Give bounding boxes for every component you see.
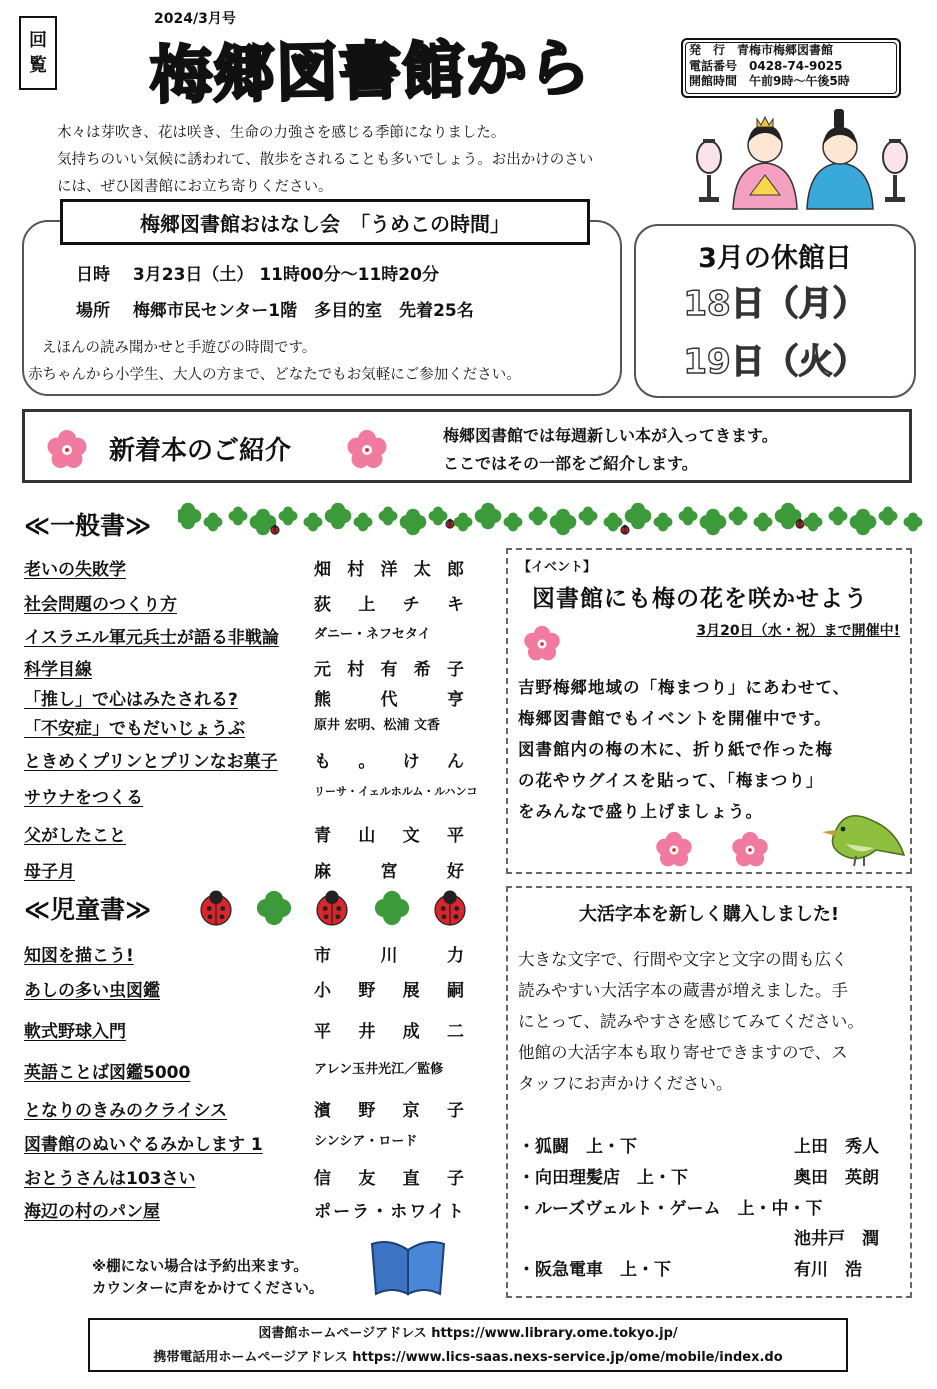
bush-warbler-bird-icon [816, 800, 906, 870]
clover-icon [625, 503, 652, 530]
clover-icon [400, 509, 427, 536]
book-author: 熊代亨 [314, 690, 464, 710]
book-title: おとうさんは103さい [24, 1169, 196, 1189]
clover-icon [429, 507, 448, 526]
kairan-char-2: 覧 [29, 55, 47, 76]
lantern-icon [883, 139, 907, 202]
plum-flower-icon [654, 830, 694, 870]
book-title: 軟式野球入門 [24, 1022, 126, 1042]
intro-line: には、ぜひ図書館にお立ち寄りください。 [57, 179, 333, 195]
intro-text [57, 120, 667, 201]
book-title: サウナをつくる [24, 788, 143, 808]
clover-icon [879, 507, 898, 526]
large-print-book-author: 上田 秀人 [794, 1137, 879, 1157]
book-title: 海辺の村のパン屋 [24, 1202, 160, 1222]
ladybug-icon [435, 891, 465, 926]
book-title: あしの多い虫図鑑 [24, 981, 160, 1001]
book-title: 父がしたこと [24, 826, 126, 846]
closed-day: 19日（火） [683, 342, 867, 382]
hina-dolls-illustration [695, 105, 910, 215]
large-print-book-author: 池井戸 潤 [794, 1229, 879, 1249]
clover-icon [454, 513, 473, 532]
large-print-body [518, 944, 864, 1099]
clover-icon [804, 513, 823, 532]
publisher-box [681, 38, 901, 98]
event-body [518, 672, 850, 827]
clover-icon [550, 509, 577, 536]
kairan-stamp [19, 16, 57, 90]
book-author: ポーラ・ホワイト [314, 1202, 464, 1222]
book-title: 科学目線 [24, 660, 92, 680]
closed-day: 18日（月） [683, 284, 867, 324]
book-author: 小野展嗣 [314, 981, 464, 1001]
large-print-body-line: にとって、読みやすさを感じてみてください。 [518, 1012, 864, 1031]
publisher-line: 発 行 青梅市梅郷図書館 [689, 43, 834, 57]
event-body-line: をみんなで盛り上げましょう。 [518, 802, 763, 821]
clover-icon [604, 513, 623, 532]
book-title: 老いの失敗学 [24, 560, 126, 580]
large-print-body-line: 読みやすい大活字本の蔵書が増えました。手 [518, 981, 848, 1000]
book-author: アレン玉井光江／監修 [314, 1062, 444, 1077]
event-period: 3月20日（水・祝）まで開催中! [696, 623, 900, 639]
intro-line: 木々は芽吹き、花は咲き、生命の力強さを感じる季節になりました。 [57, 125, 506, 141]
event-body-line: 梅郷図書館でもイベントを開催中です。 [518, 709, 832, 728]
book-row [24, 747, 469, 777]
book-author: 畑村洋太郎 [314, 560, 464, 580]
reserve-note-line: ※棚にない場合は予約出来ます。 [92, 1259, 308, 1275]
plum-flower-icon [45, 428, 89, 472]
clover-icon [375, 891, 409, 925]
book-author: 青山文平 [314, 826, 464, 846]
clover-icon [354, 513, 373, 532]
plum-flower-icon [345, 428, 389, 472]
clover-icon [654, 513, 673, 532]
footer-url-box [88, 1318, 848, 1372]
odairisama-doll-icon [807, 109, 873, 209]
book-row [24, 1058, 469, 1088]
ohinasama-doll-icon [733, 117, 797, 209]
large-print-book-title: ・阪急電車 上・下 [518, 1260, 671, 1280]
book-row [24, 1197, 469, 1227]
ladybug-clover-decoration [196, 886, 476, 934]
book-title: ときめくプリンとプリンなお菓子 [24, 752, 278, 772]
ladybug-icon [317, 891, 347, 926]
large-print-body-line: 他館の大活字本も取り寄せできますので、ス [518, 1043, 848, 1062]
large-print-book-author: 有川 浩 [794, 1260, 862, 1280]
closed-days-heading: 3月の休館日 [698, 243, 852, 274]
clover-icon [257, 891, 291, 925]
book-row [24, 623, 469, 653]
book-row [24, 714, 469, 744]
book-author: シンシア・ロード [314, 1134, 418, 1149]
storytime-title: 梅郷図書館おはなし会 「うめこの時間」 [60, 199, 590, 245]
book-author: も。けん [314, 752, 464, 772]
new-books-banner [22, 409, 912, 483]
ladybug-icon [446, 519, 454, 528]
newsletter-title: 梅郷図書館から [149, 31, 592, 112]
book-title: 英語ことば図鑑5000 [24, 1063, 191, 1083]
new-books-heading: 新着本のご紹介 [109, 436, 292, 466]
event-tag: 【イベント】 [518, 560, 597, 575]
clover-icon [579, 507, 598, 526]
book-author: 平井成二 [314, 1022, 464, 1042]
clover-border [178, 500, 923, 540]
book-row [24, 655, 469, 685]
storytime-datetime: 日時 3月23日（土） 11時00分～11時20分 [76, 265, 439, 285]
general-books-heading: ≪一般書≫ [24, 511, 152, 540]
issue-label: 2024/3月号 [154, 11, 236, 27]
clover-icon [754, 513, 773, 532]
new-books-desc-line: ここではその一部をご紹介します。 [443, 454, 698, 473]
book-title: 「不安症」でもだいじょうぶ [24, 719, 245, 739]
book-row [24, 555, 469, 585]
plum-flower-icon [522, 624, 562, 664]
book-row [24, 976, 469, 1006]
intro-line: 気持ちのいい気候に誘われて、散歩をされることも多いでしょう。お出かけのさい [57, 152, 594, 168]
book-row [24, 1164, 469, 1194]
new-books-description [443, 422, 778, 478]
large-print-title: 大活字本を新しく購入しました! [578, 904, 840, 925]
event-body-line: 吉野梅郷地域の「梅まつり」にあわせて、 [518, 678, 851, 697]
clover-icon [679, 507, 698, 526]
book-author: 元村有希子 [314, 660, 464, 680]
phone-line: 電話番号 0428-74-9025 [689, 58, 843, 73]
storytime-location: 場所 梅郷市民センター1階 多目的室 先着25名 [76, 301, 474, 321]
book-row [24, 1130, 469, 1160]
book-row [24, 857, 469, 887]
clover-icon [904, 513, 923, 532]
book-row [24, 941, 469, 971]
clover-icon [325, 503, 352, 530]
clover-icon [700, 509, 727, 536]
clover-icon [304, 513, 323, 532]
large-print-book-title: ・狐闘 上・下 [518, 1137, 637, 1157]
book-author: 信友直子 [314, 1169, 464, 1189]
book-author: ダニー・ネフセタイ [314, 627, 431, 642]
event-body-line: 図書館内の梅の木に、折り紙で作った梅 [518, 740, 833, 759]
book-author: リーサ・イェルホルム・ルハンコ [314, 785, 478, 798]
hours-line: 開館時間 午前9時～午後5時 [689, 74, 850, 89]
clover-icon [379, 507, 398, 526]
large-print-box [506, 886, 912, 1298]
reserve-note [92, 1256, 323, 1300]
book-title: イスラエル軍元兵士が語る非戦論 [24, 628, 279, 648]
book-title: 母子月 [24, 862, 75, 882]
large-print-book-title: ・ルーズヴェルト・ゲーム 上・中・下 [518, 1199, 823, 1219]
storytime-note: えほんの読み聞かせと手遊びの時間です。 [42, 340, 317, 356]
lantern-icon [697, 139, 721, 202]
book-title: 知図を描こう! [24, 946, 134, 966]
book-author: 荻上チキ [314, 595, 464, 615]
book-title: となりのきみのクライシス [24, 1101, 227, 1121]
book-row [24, 590, 469, 620]
event-title: 図書館にも梅の花を咲かせよう [532, 586, 868, 612]
book-author: 濱野京子 [314, 1101, 464, 1121]
book-row [24, 783, 478, 813]
large-print-body-line: 大きな文字で、行間や文字と文字の間も広く [518, 950, 848, 969]
clover-icon [204, 513, 223, 532]
mobile-homepage-url[interactable]: 携帯電話用ホームページアドレス https://www.lics-saas.nexs-service.jp/ome/mobile/index.do [153, 1350, 783, 1365]
new-books-desc-line: 梅郷図書館では毎週新しい本が入ってきます。 [443, 426, 778, 445]
book-row [24, 821, 469, 851]
large-print-book-title: ・向田理髪店 上・下 [518, 1168, 688, 1188]
plum-flower-icon [730, 830, 770, 870]
clover-icon [850, 509, 877, 536]
homepage-url[interactable]: 図書館ホームページアドレス https://www.library.ome.tokyo.jp/ [258, 1326, 678, 1341]
book-author: 市川力 [314, 946, 464, 966]
clover-icon [178, 503, 201, 530]
book-author: 麻宮好 [314, 862, 464, 882]
book-title: 社会問題のつくり方 [24, 595, 177, 615]
storytime-note: 赤ちゃんから小学生、大人の方まで、どなたでもお気軽にご参加ください。 [28, 367, 521, 383]
clover-icon [504, 513, 523, 532]
open-book-icon [368, 1236, 448, 1298]
large-print-book-author: 奥田 英朗 [794, 1168, 879, 1188]
book-author: 原井 宏明、松浦 文香 [314, 718, 441, 733]
book-title: 図書館のぬいぐるみかします 1 [24, 1135, 263, 1155]
clover-icon [279, 507, 298, 526]
clover-icon [829, 507, 848, 526]
clover-icon [729, 507, 748, 526]
ladybug-icon [621, 525, 629, 534]
clover-icon [229, 507, 248, 526]
closed-days-box [634, 224, 916, 398]
event-body-line: の花やウグイスを貼って、「梅まつり」 [518, 771, 824, 790]
clover-icon [475, 503, 502, 530]
book-title: 「推し」で心はみたされる? [24, 690, 238, 710]
clover-icon [529, 507, 548, 526]
reserve-note-line: カウンターに声をかけてください。 [92, 1281, 324, 1297]
book-row [24, 1017, 469, 1047]
storytime-box [22, 220, 622, 396]
children-books-heading: ≪児童書≫ [24, 895, 152, 924]
ladybug-icon [201, 891, 231, 926]
large-print-body-line: タッフにお声かけください。 [518, 1074, 733, 1093]
kairan-char-1: 回 [29, 29, 47, 51]
event-box [506, 548, 912, 874]
book-row [24, 685, 469, 715]
book-row [24, 1096, 469, 1126]
